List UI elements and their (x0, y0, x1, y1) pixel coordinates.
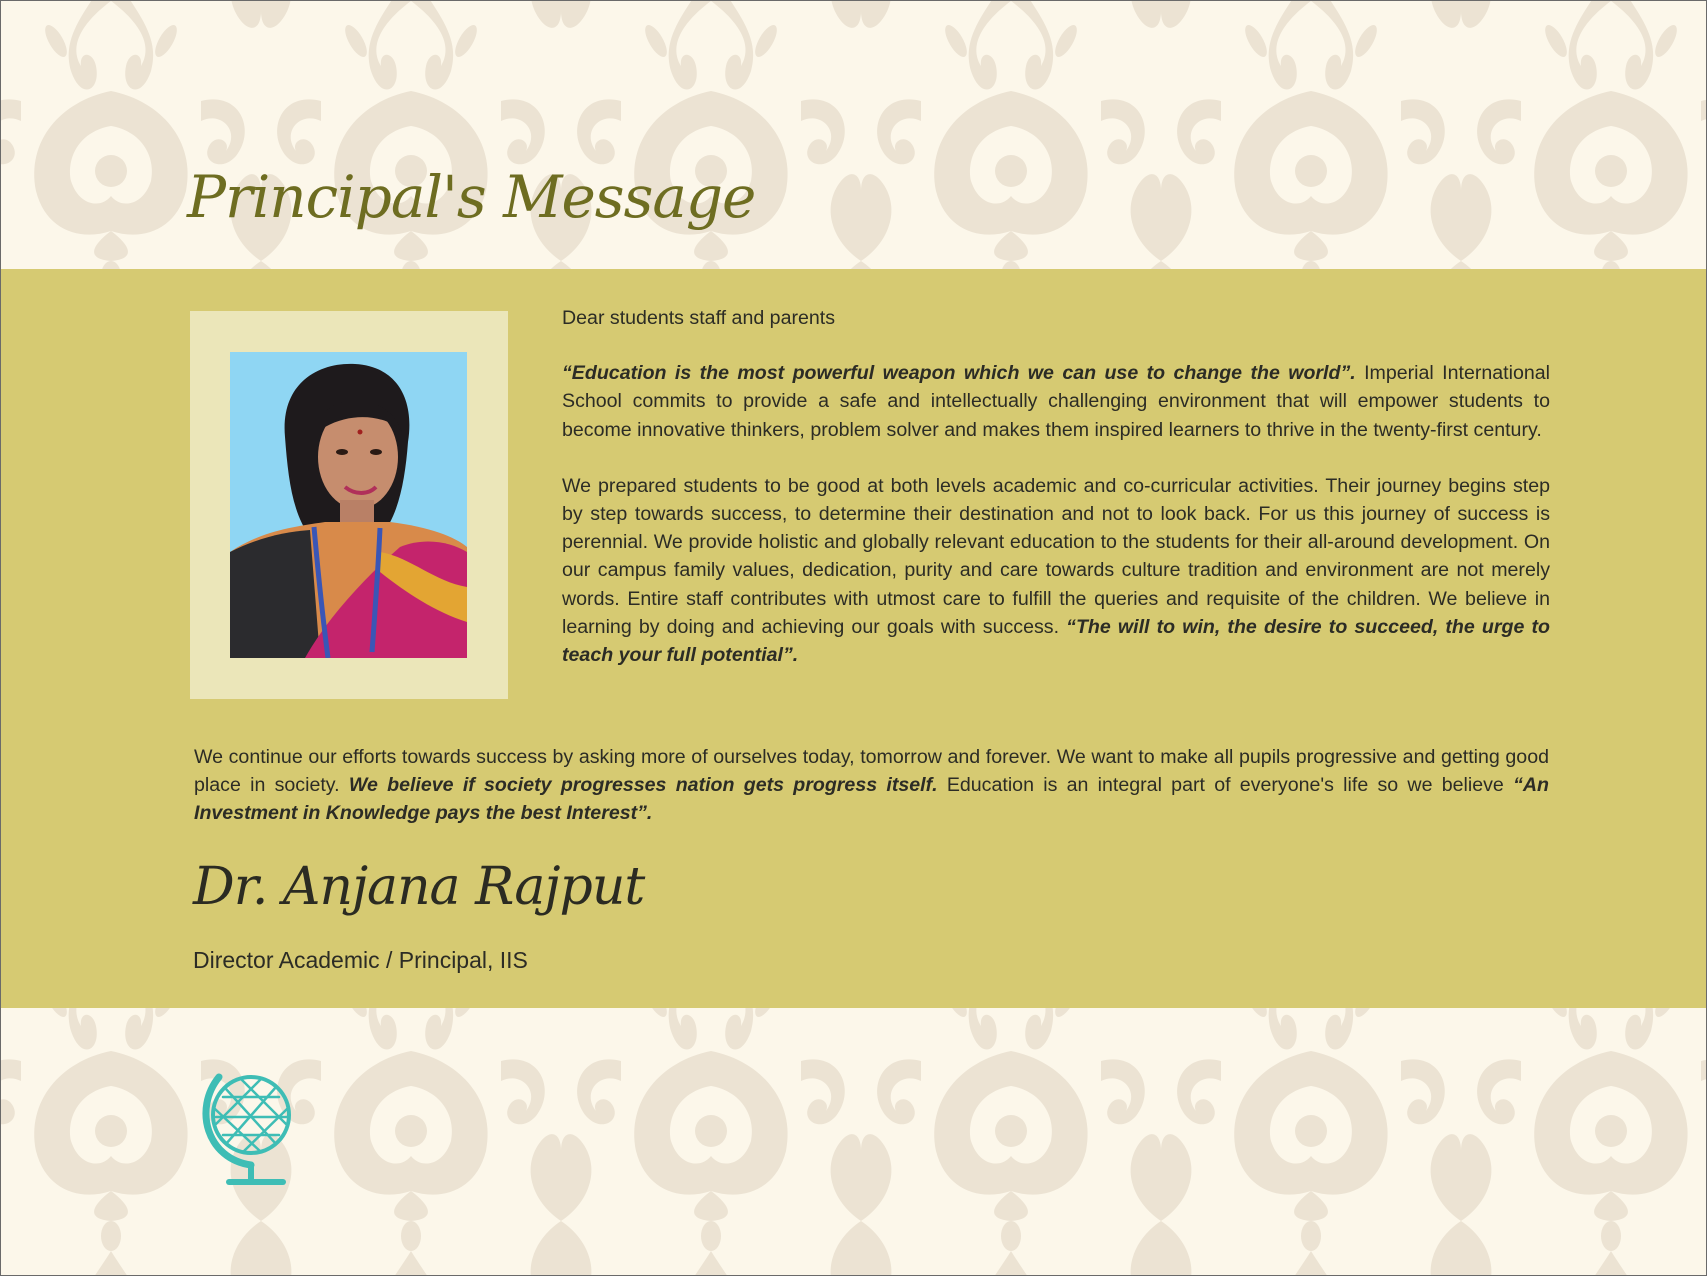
globe-icon (201, 1069, 293, 1189)
signature-designation: Director Academic / Principal, IIS (193, 947, 528, 973)
page-title: Principal's Message (187, 163, 756, 231)
paragraph-1 (562, 359, 1550, 444)
paragraph-3 (194, 743, 1549, 828)
paragraph-2 (562, 472, 1550, 669)
education-quote: “Education is the most powerful weapon which we can use to change the world”. (562, 362, 1356, 385)
investment-quote: “An Investment in Knowledge pays the best Interest”. (194, 774, 1549, 825)
principal-photo (230, 352, 467, 658)
paragraph-1-text: Imperial International School commits to provide a safe and intellectually challenging environment that will empower students to become innovative thinkers, problem solver and makes them inspired learners to thrive in the twenty-first century. (562, 362, 1551, 441)
signature-name: Dr. Anjana Rajput (193, 857, 645, 917)
will-to-win-quote: “The will to win, the desire to succeed, the urge to teach your full potential”. (562, 615, 1550, 667)
message-body (562, 304, 1550, 697)
photo-frame (190, 311, 508, 699)
paragraph-3-text-a: We continue our efforts towards success by asking more of ourselves today, tomorrow and forever. We want to make all pupils progressive and getting good place in society. (194, 746, 1549, 797)
greeting: Dear students staff and parents (562, 307, 836, 329)
paragraph-3-text-b: Education is an integral part of everyone's life so we believe (937, 774, 1514, 797)
society-progress-statement: We believe if society progresses nation gets progress itself. (348, 774, 938, 797)
paragraph-2-text: We prepared students to be good at both levels academic and co-curricular activities. Their journey begins step by step towards success, to determine their destination and not to look back. For us this journey of success is perennial. We provide holistic and globally relevant education to the students for their all-around development. On our campus family values, dedication, purity and care towards culture tradition and environment are not merely words. Entire staff contributes with utmost care to fulfill the queries and requisite of the children. We believe in learning by doing and achieving our goals with success. (562, 474, 1550, 638)
